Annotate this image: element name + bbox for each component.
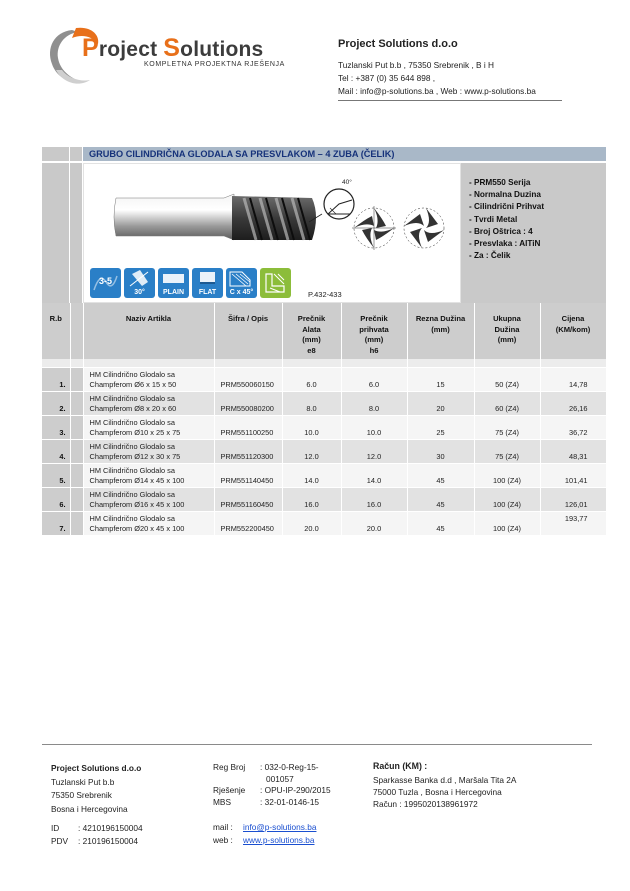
table-row	[42, 463, 606, 487]
row-cut-length: 15	[407, 367, 474, 391]
header-divider	[338, 100, 562, 101]
footer-address-1: Tuzlanski Put b.b	[51, 776, 115, 787]
footer-bank-line-3: Račun : 1995020138961972	[373, 799, 478, 809]
footer-registration	[213, 762, 331, 808]
row-number: 3.	[42, 415, 70, 439]
header-name: Naziv Artikla	[83, 303, 214, 359]
row-number: 4.	[42, 439, 70, 463]
header-cut-length: Rezna Dužina (mm)	[407, 303, 474, 359]
row-shank-diameter: 16.0	[341, 487, 407, 511]
row-cut-length: 20	[407, 391, 474, 415]
header-contact	[338, 38, 588, 98]
row-code: PRM551160450	[214, 487, 282, 511]
company-logo	[42, 24, 285, 90]
row-shank-diameter: 8.0	[341, 391, 407, 415]
product-title: GRUBO CILINDRIČNA GLODALA SA PRESVLAKOM – 4 ZUBA (ČELIK)	[83, 147, 606, 161]
catalog-reference: P.432-433	[308, 290, 342, 299]
row-tool-diameter: 6.0	[282, 367, 341, 391]
row-article-name: HM Cilindrično Glodalo sa Champferom Ø12 x 30 x 75	[83, 439, 214, 463]
footer-pdv-label: PDV	[51, 836, 69, 846]
row-tool-diameter: 20.0	[282, 511, 341, 535]
product-image	[83, 163, 461, 303]
footer-contact	[213, 821, 316, 847]
row-price: 101,41	[540, 463, 606, 487]
table-row	[42, 391, 606, 415]
row-price: 36,72	[540, 415, 606, 439]
footer-company: Project Solutions d.o.o	[51, 763, 142, 773]
header-tel: Tel : +387 (0) 35 644 898 ,	[338, 73, 436, 83]
header-rb: R.b	[42, 303, 70, 359]
product-table	[42, 303, 607, 536]
row-code: PRM551100250	[214, 415, 282, 439]
row-total-length: 100 (Z4)	[474, 487, 540, 511]
table-row	[42, 415, 606, 439]
row-cut-length: 30	[407, 439, 474, 463]
feature-badges	[90, 268, 291, 298]
footer-address-3: Bosna i Hercegovina	[51, 803, 128, 814]
table-row	[42, 367, 606, 391]
footer-bank-line-1: Sparkasse Banka d.d , Maršala Tita 2A	[373, 775, 517, 785]
row-tool-diameter: 8.0	[282, 391, 341, 415]
row-number: 7.	[42, 511, 70, 535]
row-total-length: 100 (Z4)	[474, 463, 540, 487]
row-tool-diameter: 14.0	[282, 463, 341, 487]
footer-reg-value-2: 001057	[266, 773, 294, 784]
header-contact-line: Mail : info@p-solutions.ba , Web : www.p-solutions.ba	[338, 86, 536, 96]
footer-bank-info	[373, 760, 516, 810]
footer-bank-line-2: 75000 Tuzla , Bosna i Hercegovina	[373, 787, 502, 797]
row-cut-length: 45	[407, 487, 474, 511]
header-tool-diameter: Prečnik Alata (mm) e8	[282, 303, 341, 359]
footer-id-value: : 4210196150004	[78, 823, 143, 833]
spec-flutes: - Broj Oštrica : 4	[469, 226, 533, 236]
row-total-length: 100 (Z4)	[474, 511, 540, 535]
table-header-row	[42, 303, 606, 359]
row-article-name: HM Cilindrično Glodalo sa Champferom Ø10 x 25 x 75	[83, 415, 214, 439]
footer-mbs-label: MBS	[213, 796, 231, 807]
spec-application: - Za : Čelik	[469, 251, 511, 261]
footer-tax-info	[51, 822, 143, 848]
row-shank-diameter: 20.0	[341, 511, 407, 535]
row-price: 48,31	[540, 439, 606, 463]
row-price: 193,77	[540, 511, 606, 535]
row-code: PRM550080200	[214, 391, 282, 415]
row-tool-diameter: 12.0	[282, 439, 341, 463]
spec-length: - Normalna Duzina	[469, 190, 541, 200]
row-code: PRM552200450	[214, 511, 282, 535]
row-shank-diameter: 12.0	[341, 439, 407, 463]
footer-address-2: 75350 Srebrenik	[51, 790, 112, 800]
footer-rje-label: Rješenje	[213, 785, 246, 795]
row-price: 26,16	[540, 391, 606, 415]
product-specs	[461, 163, 606, 303]
row-article-name: HM Cilindrično Glodalo sa Champferom Ø20 x 45 x 100	[83, 511, 214, 535]
row-article-name: HM Cilindrično Glodalo sa Champferom Ø14 x 45 x 100	[83, 463, 214, 487]
header-price: Cijena (KM/kom)	[540, 303, 606, 359]
table-row	[42, 439, 606, 463]
row-number: 1.	[42, 367, 70, 391]
footer-pdv-value: : 210196150004	[78, 836, 138, 846]
header-total-length: Ukupna Dužina (mm)	[474, 303, 540, 359]
footer-reg-value-1: : 032-0-Reg-15-	[260, 762, 319, 772]
row-cut-length: 45	[407, 511, 474, 535]
row-shank-diameter: 14.0	[341, 463, 407, 487]
header-code: Šifra / Opis	[214, 303, 282, 359]
row-price: 14,78	[540, 367, 606, 391]
row-total-length: 60 (Z4)	[474, 391, 540, 415]
row-shank-diameter: 10.0	[341, 415, 407, 439]
table-row	[42, 511, 606, 535]
row-cut-length: 45	[407, 463, 474, 487]
footer-reg-label: Reg Broj	[213, 762, 246, 772]
row-number: 5.	[42, 463, 70, 487]
row-code: PRM551140450	[214, 463, 282, 487]
row-code: PRM551120300	[214, 439, 282, 463]
row-article-name: HM Cilindrično Glodalo sa Champferom Ø6 x 15 x 50	[83, 367, 214, 391]
row-total-length: 50 (Z4)	[474, 367, 540, 391]
footer-divider	[42, 744, 592, 745]
footer-bank-title: Račun (KM) :	[373, 761, 428, 771]
footer-company-info	[51, 762, 141, 816]
header-shank-diameter: Prečnik prihvata (mm) h6	[341, 303, 407, 359]
logo-tagline: KOMPLETNA PROJEKTNA RJEŠENJA	[144, 61, 285, 68]
angle-label: 40°	[342, 179, 352, 186]
footer-mail-link[interactable]: info@p-solutions.ba	[243, 822, 317, 832]
logo-wordmark: Project Solutions	[82, 34, 264, 62]
spec-material: - Tvrdi Metal	[469, 214, 518, 224]
table-row	[42, 487, 606, 511]
row-total-length: 75 (Z4)	[474, 415, 540, 439]
spec-series: - PRM550 Serija	[469, 178, 531, 187]
row-price: 126,01	[540, 487, 606, 511]
badge-flat-end: FLAT	[192, 268, 223, 298]
row-article-name: HM Cilindrično Glodalo sa Champferom Ø8 x 20 x 60	[83, 391, 214, 415]
row-tool-diameter: 10.0	[282, 415, 341, 439]
product-block	[42, 147, 606, 303]
badge-flute-count: 3-5	[90, 268, 121, 298]
end-view-left-icon	[352, 206, 396, 250]
spec-coating: - Presvlaka : AlTiN	[469, 239, 541, 249]
footer-mail-label: mail :	[213, 822, 233, 832]
row-cut-length: 25	[407, 415, 474, 439]
row-total-length: 75 (Z4)	[474, 439, 540, 463]
footer-web-link[interactable]: www.p-solutions.ba	[243, 835, 315, 845]
row-code: PRM550060150	[214, 367, 282, 391]
row-shank-diameter: 6.0	[341, 367, 407, 391]
footer-id-label: ID	[51, 823, 60, 833]
end-view-right-icon	[404, 208, 444, 248]
badge-chamfer: C x 45°	[226, 268, 257, 298]
row-tool-diameter: 16.0	[282, 487, 341, 511]
footer-web-label: web :	[213, 835, 233, 845]
badge-helix-angle: 30°	[124, 268, 155, 298]
header-address: Tuzlanski Put b.b , 75350 Srebrenik , B i H	[338, 60, 495, 70]
spec-shank: - Cilindrični Prihvat	[469, 202, 545, 212]
header-company: Project Solutions d.o.o	[338, 38, 458, 50]
badge-material-steel	[260, 268, 291, 298]
footer-rje-value: : OPU-IP-290/2015	[260, 785, 331, 795]
badge-plain-shank: PLAIN	[158, 268, 189, 298]
row-number: 2.	[42, 391, 70, 415]
footer-mbs-value: : 32-01-0146-15	[260, 796, 320, 807]
row-number: 6.	[42, 487, 70, 511]
row-article-name: HM Cilindrično Glodalo sa Champferom Ø16 x 45 x 100	[83, 487, 214, 511]
